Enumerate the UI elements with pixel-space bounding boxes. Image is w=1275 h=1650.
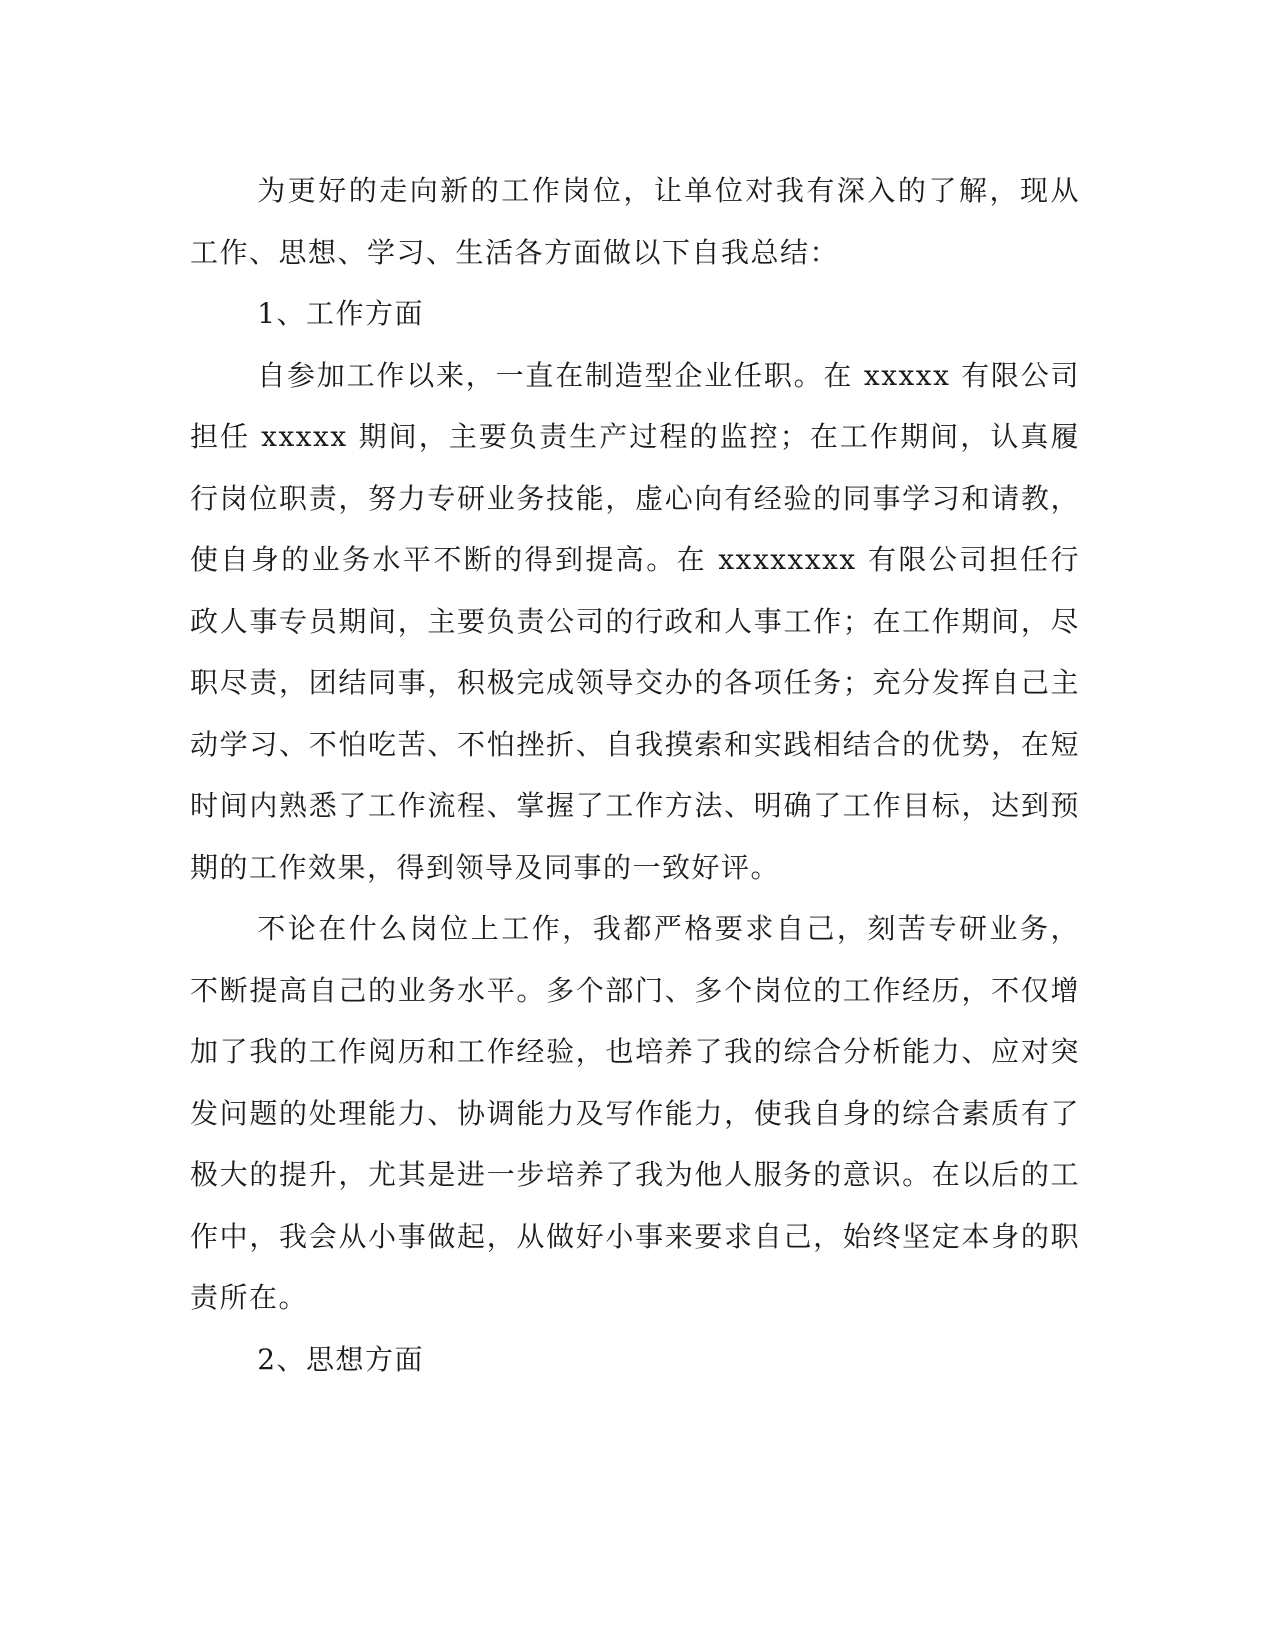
work-paragraph: 自参加工作以来，一直在制造型企业任职。在 xxxxx 有限公司担任 xxxxx 期间，主要负责生产过程的监控；在工作期间，认真履行岗位职责，努力专研业务技能，虚心向有经验的同事学习和请教，使自身的业务水平不断的得到提高。在 xxxxxxxx 有限公司担任行政人事专员期间，主要负责公司的行政和人事工作；在工作期间，尽职尽责，团结同事，积极完成领导交办的各项任务；充分发挥自己主动学习、不怕吃苦、不怕挫折、自我摸索和实践相结合的优势，在短时间内熟悉了工作流程、掌握了工作方法、明确了工作目标，达到预期的工作效果，得到领导及同事的一致好评。: [190, 358, 1080, 884]
intro-paragraph: 为更好的走向新的工作岗位，让单位对我有深入的了解，现从工作、思想、学习、生活各方面做以下自我总结：: [190, 174, 1080, 269]
section-heading-work: 1、工作方面: [257, 297, 425, 330]
section-heading-thought: 2、思想方面: [257, 1342, 425, 1376]
document-body: [190, 160, 1080, 1390]
attitude-paragraph: 不论在什么岗位上工作，我都严格要求自己，刻苦专研业务，不断提高自己的业务水平。多个部门、多个岗位的工作经历，不仅增加了我的工作阅历和工作经验，也培养了我的综合分析能力、应对突发问题的处理能力、协调能力及写作能力，使我自身的综合素质有了极大的提升，尤其是进一步培养了我为他人服务的意识。在以后的工作中，我会从小事做起，从做好小事来要求自己，始终坚定本身的职责所在。: [190, 912, 1080, 1314]
